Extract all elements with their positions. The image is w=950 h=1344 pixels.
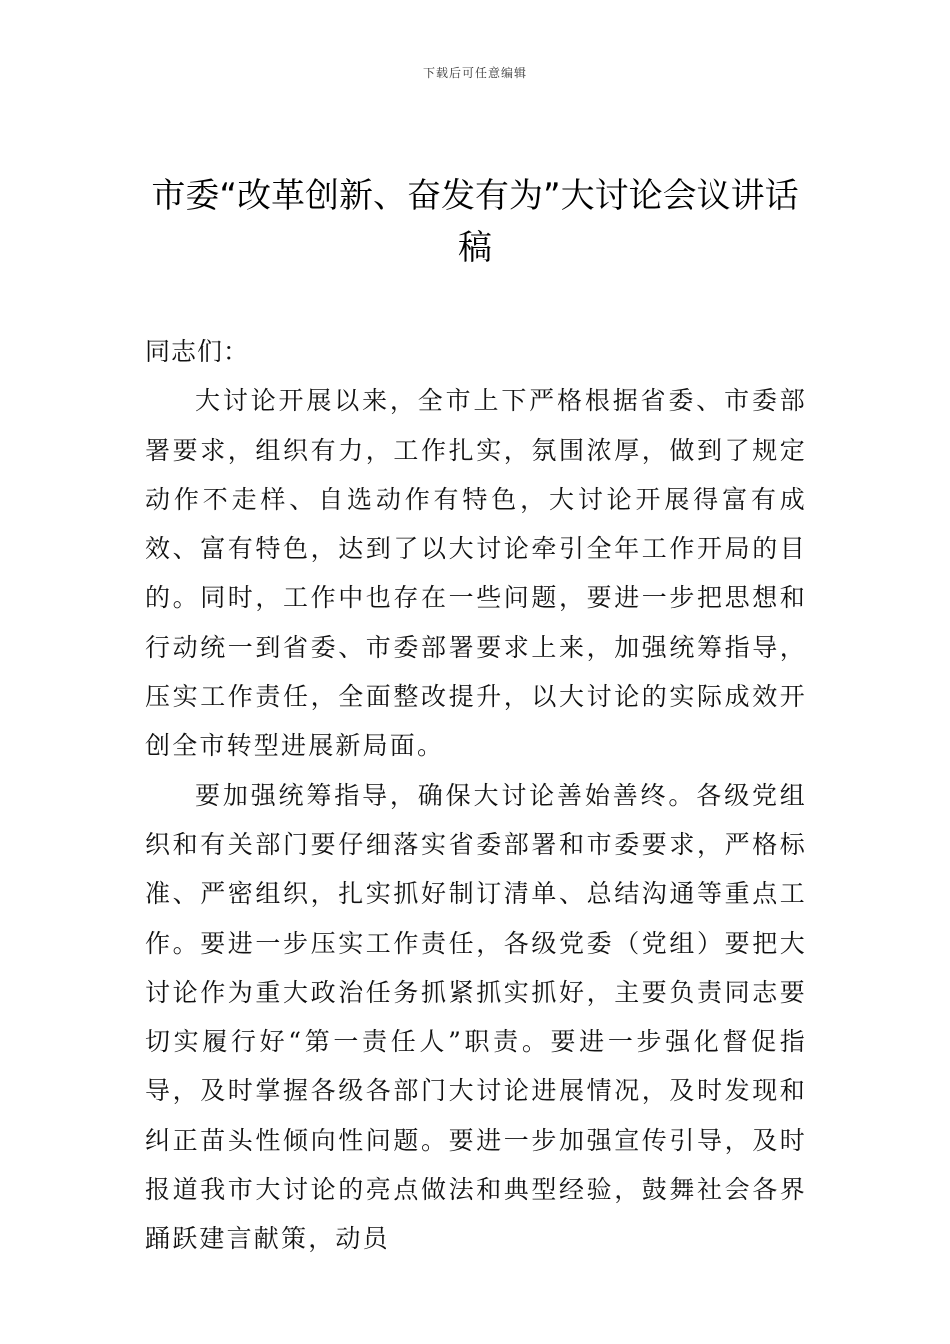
- paragraph-1: 大讨论开展以来，全市上下严格根据省委、市委部署要求，组织有力，工作扎实，氛围浓厚，做到了规定动作不走样、自选动作有特色，大讨论开展得富有成效、富有特色，达到了以大讨论牵引全年工作开局的目的。同时，工作中也存在一些问题，要进一步把思想和行动统一到省委、市委部署要求上来，加强统筹指导，压实工作责任，全面整改提升，以大讨论的实际成效开创全市转型进展新局面。: [145, 386, 807, 761]
- salutation: 同志们：: [145, 337, 250, 366]
- header-note: 下载后可任意编辑: [422, 66, 527, 80]
- paragraph-2: 要加强统筹指导，确保大讨论善始善终。各级党组织和有关部门要仔细落实省委部署和市委要求，严格标准、严密组织，扎实抓好制订清单、总结沟通等重点工作。要进一步压实工作责任，各级党委（党组）要把大讨论作为重大政治任务抓紧抓实抓好，主要负责同志要切实履行好“第一责任人”职责。要进一步强化督促指导，及时掌握各级各部门大讨论进展情况，及时发现和纠正苗头性倾向性问题。要进一步加强宣传引导，及时报道我市大讨论的亮点做法和典型经验，鼓舞社会各界踊跃建言献策，动员: [145, 780, 807, 1254]
- document-body: [145, 327, 807, 1264]
- document-title: 市委“改革创新、奋发有为”大讨论会议讲话稿: [151, 176, 799, 268]
